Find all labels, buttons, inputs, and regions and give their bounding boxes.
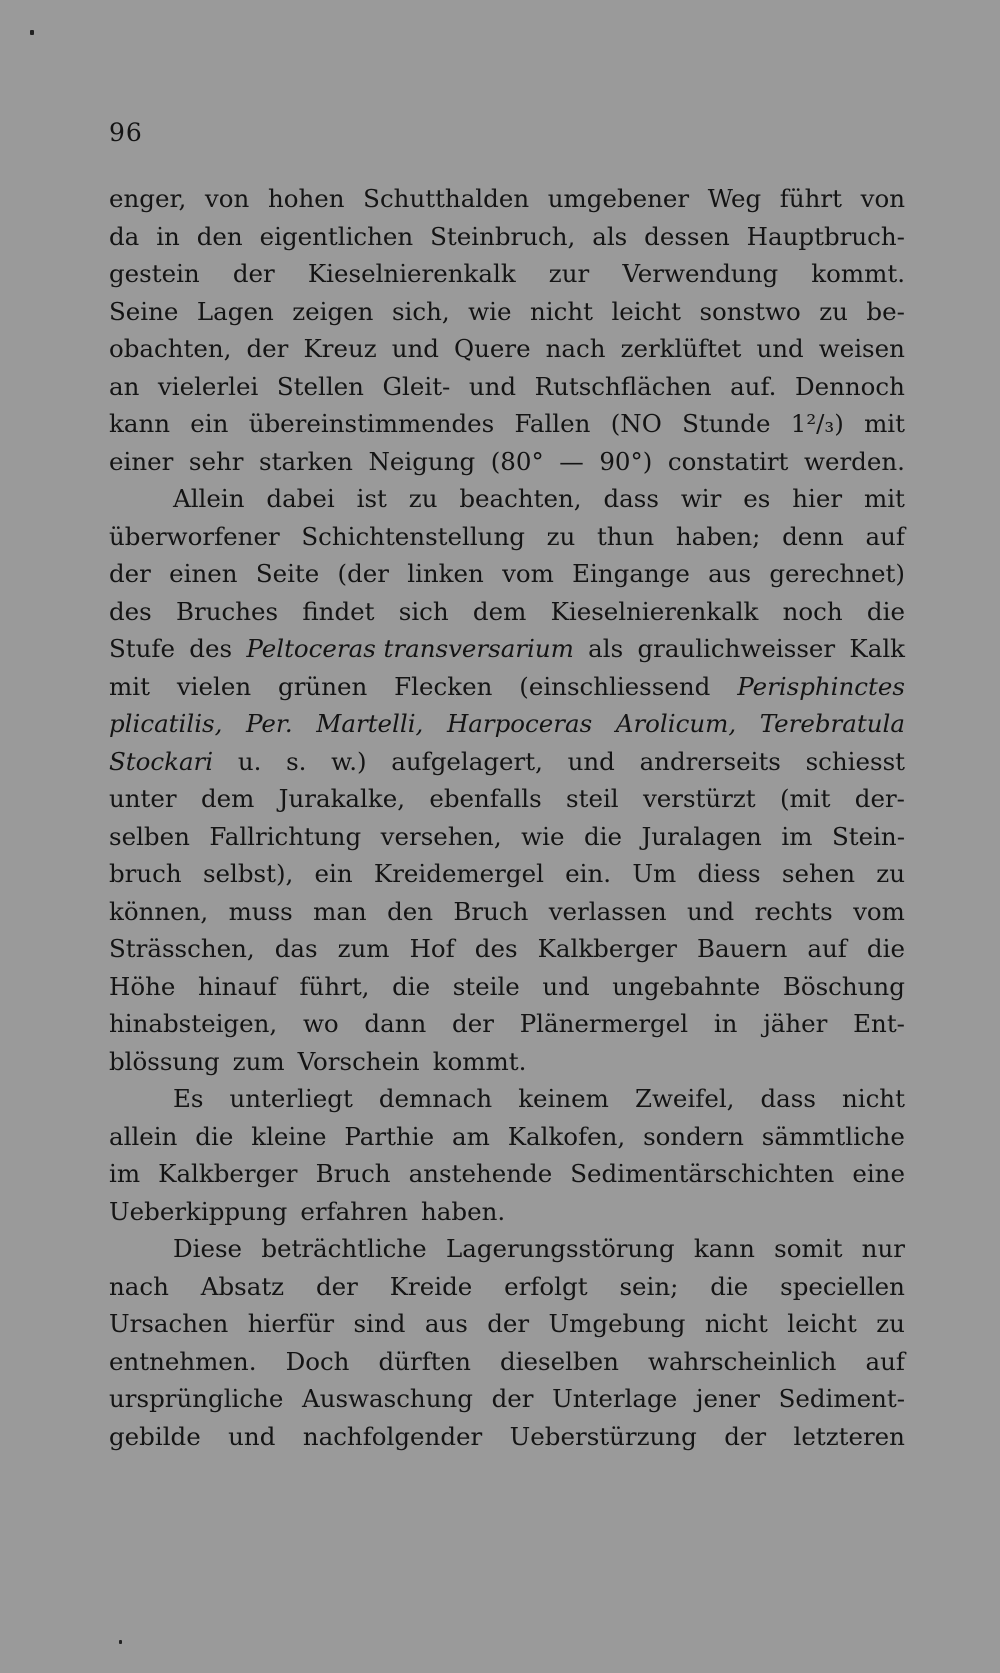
word: zu bbox=[546, 521, 576, 551]
word: gestein bbox=[109, 259, 200, 288]
species-name: Terebratula bbox=[759, 709, 905, 738]
word: vielerlei bbox=[157, 371, 259, 401]
word: dieselben bbox=[500, 1346, 619, 1376]
word: enger, bbox=[109, 184, 187, 213]
species-name: Martelli, bbox=[316, 709, 424, 738]
word: Doch bbox=[285, 1346, 350, 1376]
word: selben bbox=[109, 821, 190, 851]
word: zeigen bbox=[292, 296, 374, 326]
word: wie bbox=[521, 821, 565, 851]
word: 90°) bbox=[599, 446, 653, 476]
word: sein; bbox=[619, 1271, 679, 1301]
word: die bbox=[866, 934, 905, 963]
word: haben; bbox=[675, 521, 761, 551]
word: Dennoch bbox=[794, 371, 905, 401]
species-name: Stockari bbox=[109, 746, 214, 776]
word: ebenfalls bbox=[429, 784, 542, 813]
word: wie bbox=[468, 296, 512, 326]
word: anstehende bbox=[408, 1159, 553, 1188]
text-line bbox=[109, 1230, 905, 1268]
word: hinabsteigen, bbox=[109, 1009, 278, 1038]
word: (mit bbox=[779, 784, 831, 813]
word: die bbox=[195, 1121, 234, 1151]
word: 1²/₃) bbox=[790, 409, 844, 438]
word: Eingange bbox=[572, 559, 690, 588]
word: jener bbox=[695, 1384, 760, 1413]
word: Ursachen bbox=[109, 1309, 229, 1338]
text-line bbox=[109, 968, 905, 1006]
word: linken bbox=[407, 559, 484, 588]
word: bruch bbox=[109, 859, 182, 888]
word: wir bbox=[680, 484, 722, 513]
word: Umgebung bbox=[548, 1309, 686, 1338]
text-line bbox=[109, 780, 905, 818]
word: nach bbox=[545, 334, 606, 363]
word: rechts bbox=[754, 896, 833, 926]
word: Zweifel, bbox=[634, 1084, 735, 1113]
word: dessen bbox=[644, 221, 730, 251]
text-line bbox=[109, 1418, 905, 1456]
word: aus bbox=[424, 1309, 468, 1338]
word: das bbox=[274, 934, 318, 963]
word: in bbox=[156, 221, 180, 251]
word: der bbox=[232, 259, 275, 288]
word: kommt. bbox=[811, 259, 905, 288]
word: ungebahnte bbox=[612, 971, 761, 1001]
word: ursprüngliche bbox=[109, 1384, 284, 1413]
word: dürften bbox=[378, 1346, 471, 1376]
word: können, bbox=[109, 896, 209, 926]
word: sondern bbox=[643, 1121, 744, 1151]
text-line bbox=[109, 330, 905, 368]
word: der bbox=[724, 1421, 767, 1451]
word: sich bbox=[398, 596, 449, 626]
word: auf bbox=[865, 1346, 905, 1376]
word: die bbox=[866, 596, 905, 626]
word: ist bbox=[356, 484, 387, 513]
species-name: Harpoceras bbox=[446, 709, 593, 738]
word: constatirt bbox=[667, 446, 789, 476]
word: u. bbox=[237, 746, 262, 776]
word: jäher bbox=[763, 1009, 828, 1038]
word: mit bbox=[864, 409, 905, 438]
word: (einschliessend bbox=[519, 671, 711, 701]
word: der- bbox=[854, 784, 905, 813]
species-name: Per. bbox=[246, 709, 293, 738]
word: übereinstimmendes bbox=[248, 409, 495, 438]
text-line bbox=[109, 405, 905, 443]
word: dem bbox=[472, 596, 527, 626]
word: zum bbox=[232, 1046, 285, 1076]
word: erfolgt bbox=[504, 1271, 588, 1301]
word: auf. bbox=[730, 371, 777, 401]
word: Allein bbox=[173, 484, 245, 513]
word: auf bbox=[865, 521, 905, 551]
word: demnach bbox=[378, 1084, 493, 1113]
page-number: 96 bbox=[109, 118, 143, 147]
word: kommt. bbox=[432, 1046, 527, 1076]
word: Fallrichtung bbox=[209, 821, 362, 851]
word: Bruch bbox=[315, 1159, 391, 1188]
word: Flecken bbox=[394, 671, 493, 701]
text-line bbox=[109, 180, 905, 218]
word: Um bbox=[632, 859, 677, 888]
word: vom bbox=[502, 559, 554, 588]
word: Lagen bbox=[196, 296, 274, 326]
word: Auswaschung bbox=[302, 1384, 473, 1413]
word: zum bbox=[337, 934, 390, 963]
word: einen bbox=[169, 559, 238, 588]
word: der bbox=[452, 1009, 494, 1038]
word: Kreide bbox=[389, 1271, 473, 1301]
word: unterliegt bbox=[229, 1084, 353, 1113]
word: man bbox=[313, 896, 367, 926]
word: thun bbox=[596, 521, 655, 551]
word: dabei bbox=[266, 484, 335, 513]
word: Sedimentärschichten bbox=[570, 1159, 835, 1188]
word: da bbox=[109, 221, 140, 251]
word: des bbox=[189, 634, 233, 663]
text-line bbox=[109, 893, 905, 931]
word: Stunde bbox=[682, 409, 771, 438]
word: diess bbox=[697, 859, 761, 888]
word: Vorschein bbox=[297, 1046, 420, 1076]
word: Absatz bbox=[200, 1271, 285, 1301]
text-line bbox=[109, 368, 905, 406]
word: im bbox=[781, 821, 813, 851]
word: weisen bbox=[818, 334, 905, 363]
word: eigentlichen bbox=[259, 221, 414, 251]
word: eine bbox=[852, 1159, 905, 1188]
word: von bbox=[204, 184, 250, 213]
word: somit bbox=[774, 1234, 843, 1263]
word: dass bbox=[603, 484, 659, 513]
word: Kalkofen, bbox=[507, 1121, 626, 1151]
word: sind bbox=[353, 1309, 406, 1338]
word: der bbox=[487, 1309, 530, 1338]
text-line bbox=[109, 555, 905, 593]
word: Ueberkippung bbox=[109, 1196, 288, 1226]
word: Schutthalden bbox=[363, 184, 530, 213]
word: hinauf bbox=[198, 971, 277, 1001]
text-line bbox=[109, 443, 905, 481]
word: entnehmen. bbox=[109, 1346, 257, 1376]
word: und bbox=[468, 371, 517, 401]
text-line bbox=[109, 518, 905, 556]
word: leicht bbox=[787, 1309, 857, 1338]
word: erfahren bbox=[300, 1196, 408, 1226]
species-name: plicatilis, bbox=[109, 709, 223, 738]
word: von bbox=[860, 184, 905, 213]
word: Bauern bbox=[697, 934, 788, 963]
word: Kreidemergel bbox=[373, 859, 544, 888]
word: nur bbox=[861, 1234, 905, 1263]
word: der bbox=[246, 334, 289, 363]
word: (80° bbox=[490, 446, 544, 476]
text-line bbox=[109, 1005, 905, 1043]
word: einer bbox=[109, 446, 174, 476]
word: zu bbox=[819, 296, 848, 326]
word: des bbox=[474, 934, 518, 963]
word: der bbox=[109, 559, 151, 588]
text-line bbox=[109, 480, 905, 518]
word: Ent- bbox=[853, 1009, 905, 1038]
word: und bbox=[686, 896, 735, 926]
word: und bbox=[228, 1421, 276, 1451]
word: sehen bbox=[781, 859, 856, 888]
word: leicht bbox=[611, 296, 681, 326]
word: s. bbox=[286, 746, 307, 776]
word: (NO bbox=[610, 409, 662, 438]
word: hierfür bbox=[247, 1309, 335, 1338]
word: Es bbox=[173, 1084, 204, 1113]
word: zu bbox=[408, 484, 438, 513]
word: noch bbox=[782, 596, 843, 626]
word: andrerseits bbox=[639, 746, 781, 776]
word: im bbox=[109, 1159, 141, 1188]
word: steile bbox=[452, 971, 520, 1001]
word: graulichweisser bbox=[637, 634, 836, 663]
word: dann bbox=[364, 1009, 427, 1038]
word: Böschung bbox=[782, 971, 905, 1001]
word: mit bbox=[109, 671, 150, 701]
word: Jurakalke, bbox=[278, 784, 406, 813]
word: zerklüftet bbox=[620, 334, 742, 363]
word: Quere bbox=[454, 334, 531, 363]
word: versehen, bbox=[380, 821, 502, 851]
word: Stufe bbox=[109, 634, 175, 663]
word: Juralagen bbox=[641, 821, 762, 851]
text-line bbox=[109, 593, 905, 631]
word: wo bbox=[302, 1009, 339, 1038]
word: den bbox=[387, 896, 434, 926]
word: kann bbox=[109, 409, 171, 438]
text-line bbox=[109, 1380, 905, 1418]
word: verstürzt bbox=[642, 784, 756, 813]
text-line bbox=[109, 1193, 905, 1231]
word: Bruches bbox=[176, 596, 279, 626]
word: allein bbox=[109, 1121, 178, 1151]
text-line bbox=[109, 1268, 905, 1306]
word: nicht bbox=[529, 296, 593, 326]
word: Bruch bbox=[453, 896, 529, 926]
word: ein bbox=[190, 409, 229, 438]
word: und bbox=[391, 334, 439, 363]
text-line bbox=[109, 255, 905, 293]
word: die bbox=[583, 821, 622, 851]
text-line bbox=[109, 930, 905, 968]
word: zu bbox=[876, 1309, 905, 1338]
word: Hof bbox=[409, 934, 455, 963]
word: Ueberstürzung bbox=[509, 1421, 697, 1451]
word: obachten, bbox=[109, 334, 232, 363]
scan-speck bbox=[119, 1640, 122, 1644]
word: unter bbox=[109, 784, 177, 813]
word: es bbox=[743, 484, 771, 513]
word: — bbox=[559, 446, 584, 476]
word: sehr bbox=[188, 446, 244, 476]
species-name: Arolicum, bbox=[615, 709, 737, 738]
species-name: Peltoceras transversarium bbox=[246, 634, 574, 663]
word: führt, bbox=[299, 971, 370, 1001]
word: be- bbox=[866, 296, 905, 326]
word: grünen bbox=[278, 671, 368, 701]
word: letzteren bbox=[793, 1421, 905, 1451]
word: Sediment- bbox=[778, 1384, 905, 1413]
text-line bbox=[109, 1043, 905, 1081]
word: dass bbox=[760, 1084, 816, 1113]
word: ein bbox=[314, 859, 353, 888]
word: als bbox=[588, 634, 624, 663]
word: (der bbox=[337, 559, 389, 588]
word: aufgelagert, bbox=[391, 746, 543, 776]
word: sonstwo bbox=[699, 296, 801, 326]
word: dem bbox=[200, 784, 255, 813]
text-line bbox=[109, 668, 905, 706]
word: Weg bbox=[707, 184, 762, 213]
text-line bbox=[109, 1155, 905, 1193]
word: Steinbruch, bbox=[430, 221, 576, 251]
word: und bbox=[756, 334, 804, 363]
word: vom bbox=[853, 896, 905, 926]
word: umgebener bbox=[547, 184, 690, 213]
word: Hauptbruch- bbox=[746, 221, 905, 251]
text-line bbox=[109, 855, 905, 893]
word: auf bbox=[807, 934, 847, 963]
word: Seine bbox=[109, 296, 179, 326]
word: Parthie bbox=[344, 1121, 435, 1151]
word: kann bbox=[693, 1234, 755, 1263]
text-line bbox=[109, 743, 905, 781]
word: selbst), bbox=[202, 859, 294, 888]
word: nachfolgender bbox=[302, 1421, 483, 1451]
word: Kieselnierenkalk bbox=[550, 596, 759, 626]
text-line bbox=[109, 1305, 905, 1343]
word: Lagerungsstörung bbox=[445, 1234, 675, 1263]
word: des bbox=[109, 596, 152, 626]
text-line bbox=[109, 630, 905, 668]
word: Diese bbox=[173, 1234, 243, 1263]
word: und bbox=[567, 746, 615, 776]
word: aus bbox=[708, 559, 752, 588]
word: Neigung bbox=[368, 446, 476, 476]
word: Kreuz bbox=[303, 334, 377, 363]
word: speciellen bbox=[780, 1271, 905, 1301]
word: ein. bbox=[565, 859, 612, 888]
word: haben. bbox=[421, 1196, 506, 1226]
word: steil bbox=[566, 784, 619, 813]
word: hohen bbox=[267, 184, 345, 213]
body-text bbox=[109, 180, 905, 1455]
word: zur bbox=[548, 259, 590, 288]
word: Fallen bbox=[514, 409, 591, 438]
word: mit bbox=[863, 484, 905, 513]
scan-speck bbox=[30, 30, 34, 35]
word: gerechnet) bbox=[769, 559, 905, 588]
word: keinem bbox=[518, 1084, 609, 1113]
word: gebilde bbox=[109, 1421, 201, 1451]
word: der bbox=[491, 1384, 534, 1413]
word: nicht bbox=[841, 1084, 905, 1113]
word: Seite bbox=[255, 559, 320, 588]
species-name: Perisphinctes bbox=[737, 671, 905, 701]
word: w.) bbox=[331, 746, 367, 776]
word: findet bbox=[302, 596, 375, 626]
word: Rutschflächen bbox=[534, 371, 712, 401]
word: überworfener bbox=[109, 521, 280, 551]
word: Unterlage bbox=[552, 1384, 678, 1413]
word: Kalk bbox=[849, 634, 905, 663]
word: Verwendung bbox=[622, 259, 779, 288]
word: Höhe bbox=[109, 971, 176, 1001]
word: Plänermergel bbox=[519, 1009, 689, 1038]
text-line bbox=[109, 293, 905, 331]
word: Gleit- bbox=[382, 371, 451, 401]
word: kleine bbox=[251, 1121, 327, 1151]
text-line bbox=[109, 705, 905, 743]
word: den bbox=[196, 221, 243, 251]
word: führt bbox=[779, 184, 842, 213]
word: Stellen bbox=[276, 371, 364, 401]
word: hier bbox=[792, 484, 843, 513]
word: werden. bbox=[803, 446, 905, 476]
word: sämmtliche bbox=[761, 1121, 905, 1151]
word: an bbox=[109, 371, 140, 401]
word: muss bbox=[228, 896, 293, 926]
word: zu bbox=[876, 859, 905, 888]
word: vielen bbox=[176, 671, 252, 701]
text-line bbox=[109, 1118, 905, 1156]
word: in bbox=[713, 1009, 738, 1038]
word: Schichtenstellung bbox=[301, 521, 525, 551]
word: Kalkberger bbox=[537, 934, 677, 963]
word: der bbox=[315, 1271, 358, 1301]
text-line bbox=[109, 1343, 905, 1381]
text-line bbox=[109, 818, 905, 856]
word: und bbox=[542, 971, 590, 1001]
word: beachten, bbox=[459, 484, 582, 513]
word: am bbox=[451, 1121, 490, 1151]
word: beträchtliche bbox=[261, 1234, 427, 1263]
word: Kieselnierenkalk bbox=[307, 259, 516, 288]
word: sich, bbox=[391, 296, 450, 326]
word: nach bbox=[109, 1271, 169, 1301]
word: Strässchen, bbox=[109, 934, 255, 963]
text-line bbox=[109, 218, 905, 256]
word: starken bbox=[259, 446, 353, 476]
word: Stein- bbox=[831, 821, 905, 851]
word: die bbox=[392, 971, 431, 1001]
word: die bbox=[710, 1271, 749, 1301]
word: wahrscheinlich bbox=[647, 1346, 837, 1376]
text-line bbox=[109, 1080, 905, 1118]
word: schiesst bbox=[805, 746, 905, 776]
word: blössung bbox=[109, 1046, 220, 1076]
word: denn bbox=[782, 521, 844, 551]
word: als bbox=[592, 221, 628, 251]
word: nicht bbox=[704, 1309, 768, 1338]
word: Kalkberger bbox=[158, 1159, 298, 1188]
word: verlassen bbox=[548, 896, 667, 926]
